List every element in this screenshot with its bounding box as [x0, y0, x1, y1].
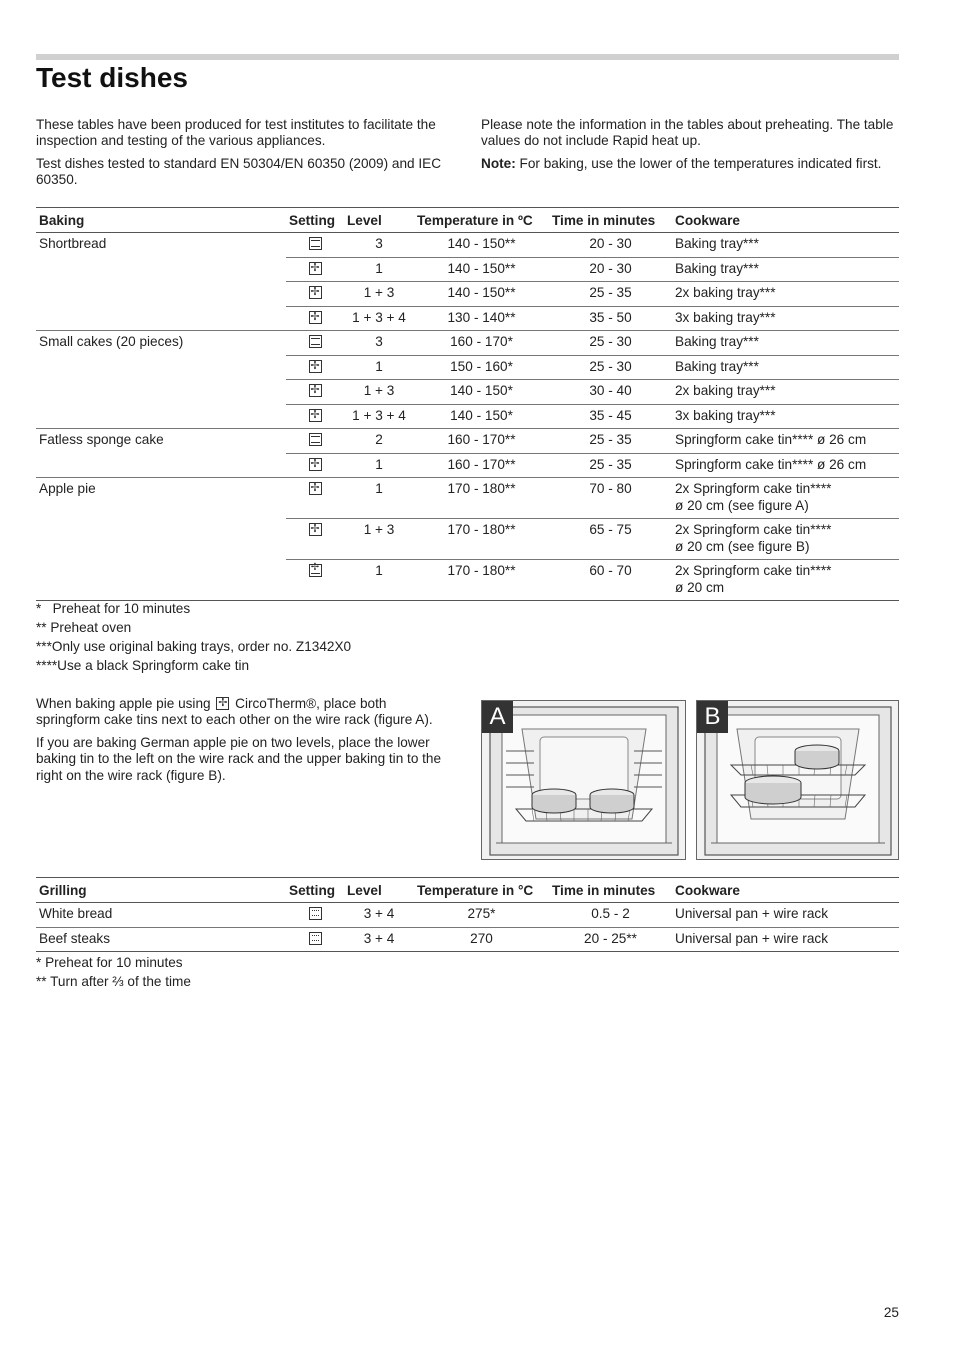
setting-cell: [286, 306, 344, 331]
top-rule: [36, 54, 899, 60]
cookware-text: 3x baking tray***: [675, 407, 776, 423]
time-cell: 65 - 75: [549, 519, 672, 560]
temperature-cell: 170 - 180**: [414, 560, 549, 601]
time-cell: 25 - 35: [549, 453, 672, 478]
cookware-text: ø 20 cm (see figure A): [675, 497, 809, 513]
table-row: [36, 404, 899, 429]
grill-icon: [309, 907, 322, 920]
header-cookware: Cookware: [672, 878, 899, 903]
intro-paragraph: Please note the information in the tables about preheating. The table values do not include Rapid heat up.: [481, 117, 894, 149]
apple-pie-paragraph-2: If you are baking German apple pie on two levels, place the lower baking tin to the left on the wire rack and the upper baking tin to the right on the wire rack (figure B).: [36, 734, 442, 783]
cookware-text: Baking tray***: [675, 334, 759, 349]
time-cell: 25 - 30: [549, 331, 672, 356]
figure-b-label: B: [697, 701, 728, 733]
level-cell: 3: [344, 233, 414, 258]
cookware-text: ø 20 cm (see figure B): [675, 538, 810, 554]
setting-cell: [286, 355, 344, 380]
table-row: [36, 306, 899, 331]
time-cell: 35 - 45: [549, 404, 672, 429]
fan-icon: [309, 384, 322, 397]
level-cell: 1 + 3: [344, 282, 414, 307]
dish-cell: [36, 282, 286, 307]
fan-icon: [309, 286, 322, 299]
setting-cell: [286, 429, 344, 454]
temperature-cell: 140 - 150*: [414, 380, 549, 405]
page-number: 25: [883, 1305, 899, 1320]
table-row: [36, 478, 899, 519]
setting-cell: [286, 560, 344, 601]
setting-cell: [286, 282, 344, 307]
temperature-cell: 140 - 150**: [414, 233, 549, 258]
page-title: Test dishes: [36, 62, 188, 93]
fan-icon: [309, 262, 322, 275]
level-cell: 1 + 3 + 4: [344, 306, 414, 331]
intro-paragraph: These tables have been produced for test institutes to facilitate the inspection and testing of the various appliances.: [36, 117, 436, 149]
baking-table: [36, 207, 899, 601]
setting-cell: [286, 453, 344, 478]
table-row: [36, 257, 899, 282]
dish-cell: Shortbread: [36, 233, 286, 258]
footnote: ***Only use original baking trays, order no. Z1342X0: [36, 639, 352, 654]
cookware-text: Baking tray***: [675, 260, 759, 276]
header-temperature: Temperature in °C: [414, 878, 549, 903]
note-text: For baking, use the lower of the temperatures indicated first.: [515, 155, 882, 171]
table-row: [36, 903, 899, 928]
header-time: Time in minutes: [549, 208, 672, 233]
level-cell: 1 + 3 + 4: [344, 404, 414, 429]
table-row: [36, 519, 899, 560]
header-dish: Baking: [36, 208, 286, 233]
setting-cell: [286, 257, 344, 282]
cookware-cell: [672, 380, 899, 405]
temperature-cell: 160 - 170**: [414, 429, 549, 454]
time-cell: 35 - 50: [549, 306, 672, 331]
header-time: Time in minutes: [549, 878, 672, 903]
paragraph-text: When baking apple pie using: [36, 696, 211, 711]
figure-a-oven-illustration: [481, 700, 686, 860]
temperature-cell: 275*: [414, 903, 549, 928]
temperature-cell: 140 - 150**: [414, 257, 549, 282]
level-cell: 1: [344, 478, 414, 519]
dish-cell: [36, 355, 286, 380]
temperature-cell: 160 - 170*: [414, 331, 549, 356]
level-cell: 1: [344, 453, 414, 478]
cookware-cell: [672, 257, 899, 282]
time-cell: 30 - 40: [549, 380, 672, 405]
time-cell: 25 - 35: [549, 282, 672, 307]
setting-cell: [286, 233, 344, 258]
cookware-text: Springform cake tin**** ø 26 cm: [675, 456, 867, 472]
circotherm-icon: [216, 697, 229, 710]
footnote: ** Preheat oven: [36, 620, 132, 635]
dish-cell: [36, 306, 286, 331]
cookware-cell: [672, 478, 899, 519]
cookware-cell: [672, 233, 899, 258]
cookware-cell: [672, 927, 899, 952]
level-cell: 2: [344, 429, 414, 454]
header-dish: Grilling: [36, 878, 286, 903]
temperature-cell: 140 - 150**: [414, 282, 549, 307]
dish-cell: White bread: [36, 903, 286, 928]
cookware-cell: [672, 903, 899, 928]
level-cell: 1: [344, 560, 414, 601]
cookware-text: 2x baking tray***: [675, 383, 776, 398]
fan-icon: [309, 523, 322, 536]
level-cell: 3 + 4: [344, 927, 414, 952]
dish-cell: [36, 404, 286, 429]
dish-cell: [36, 519, 286, 560]
grilling-header-row: [36, 878, 899, 903]
top-bottom-icon: [309, 433, 322, 446]
time-cell: 20 - 30: [549, 257, 672, 282]
dish-cell: Fatless sponge cake: [36, 429, 286, 454]
temperature-cell: 270: [414, 927, 549, 952]
level-cell: 1 + 3: [344, 380, 414, 405]
dish-cell: Small cakes (20 pieces): [36, 331, 286, 356]
fan-icon: [309, 311, 322, 324]
grill-icon: [309, 932, 322, 945]
paragraph-text: CircoTherm®, place both springform cake tins next to each other on the wire rack (figure A).: [36, 696, 433, 728]
cookware-text: ø 20 cm: [675, 579, 725, 595]
temperature-cell: 130 - 140**: [414, 306, 549, 331]
cookware-text: Universal pan + wire rack: [675, 930, 828, 946]
baking-header-row: [36, 208, 899, 233]
table-row: [36, 453, 899, 478]
note-label: Note:: [481, 155, 516, 171]
level-cell: 3: [344, 331, 414, 356]
dish-cell: [36, 257, 286, 282]
time-cell: 60 - 70: [549, 560, 672, 601]
temperature-cell: 170 - 180**: [414, 478, 549, 519]
grilling-table: [36, 877, 899, 952]
level-cell: 1: [344, 257, 414, 282]
intro-right: [481, 117, 899, 178]
cookware-text: 3x baking tray***: [675, 309, 776, 325]
cookware-text: 2x baking tray***: [675, 285, 776, 300]
table-row: [36, 233, 899, 258]
dish-cell: [36, 453, 286, 478]
fan-icon: [309, 482, 322, 495]
setting-cell: [286, 380, 344, 405]
time-cell: 25 - 30: [549, 355, 672, 380]
cookware-cell: [672, 429, 899, 454]
cookware-text: Universal pan + wire rack: [675, 906, 828, 921]
cookware-text: 2x Springform cake tin****: [675, 563, 832, 578]
table-row: [36, 355, 899, 380]
cookware-text: 2x Springform cake tin****: [675, 522, 832, 537]
time-cell: 20 - 30: [549, 233, 672, 258]
level-cell: 1 + 3: [344, 519, 414, 560]
setting-cell: [286, 478, 344, 519]
header-setting: Setting: [286, 878, 344, 903]
time-cell: 0.5 - 2: [549, 903, 672, 928]
cookware-cell: [672, 282, 899, 307]
header-level: Level: [344, 878, 414, 903]
header-level: Level: [344, 208, 414, 233]
cookware-cell: [672, 355, 899, 380]
header-temperature: Temperature in ºC: [414, 208, 549, 233]
footnote: ****Use a black Springform cake tin: [36, 658, 250, 673]
grilling-footnotes: [36, 953, 191, 991]
level-cell: 3 + 4: [344, 903, 414, 928]
baking-footnotes: [36, 599, 351, 675]
note-paragraph: [481, 156, 899, 172]
table-row: [36, 282, 899, 307]
cookware-cell: [672, 453, 899, 478]
fan-icon: [309, 360, 322, 373]
intro-paragraph: Test dishes tested to standard EN 50304/EN 60350 (2009) and IEC 60350.: [36, 155, 442, 188]
cookware-cell: [672, 519, 899, 560]
table-row: [36, 560, 899, 601]
level-cell: 1: [344, 355, 414, 380]
time-cell: 70 - 80: [549, 478, 672, 519]
setting-cell: [286, 404, 344, 429]
pizza-icon: [309, 564, 322, 577]
top-bottom-icon: [309, 237, 322, 250]
dish-cell: Apple pie: [36, 478, 286, 519]
setting-cell: [286, 903, 344, 928]
apple-pie-paragraph-1: [36, 696, 446, 729]
cookware-text: Baking tray***: [675, 236, 759, 251]
cookware-cell: [672, 404, 899, 429]
temperature-cell: 160 - 170**: [414, 453, 549, 478]
temperature-cell: 170 - 180**: [414, 519, 549, 560]
intro-left: [36, 117, 461, 195]
dish-cell: Beef steaks: [36, 927, 286, 952]
setting-cell: [286, 927, 344, 952]
temperature-cell: 140 - 150*: [414, 404, 549, 429]
time-cell: 20 - 25**: [549, 927, 672, 952]
cookware-cell: [672, 306, 899, 331]
table-row: [36, 331, 899, 356]
footnote: * Preheat for 10 minutes: [36, 955, 183, 970]
time-cell: 25 - 35: [549, 429, 672, 454]
top-bottom-icon: [309, 335, 322, 348]
apple-pie-instructions: [36, 696, 446, 790]
setting-cell: [286, 331, 344, 356]
cookware-cell: [672, 331, 899, 356]
table-row: [36, 380, 899, 405]
header-cookware: Cookware: [672, 208, 899, 233]
table-row: [36, 429, 899, 454]
footnote: ** Turn after ⅔ of the time: [36, 974, 191, 989]
fan-icon: [309, 458, 322, 471]
dish-cell: [36, 380, 286, 405]
figure-a-label: A: [482, 701, 513, 733]
cookware-text: Springform cake tin**** ø 26 cm: [675, 432, 867, 447]
fan-icon: [309, 409, 322, 422]
cookware-cell: [672, 560, 899, 601]
temperature-cell: 150 - 160*: [414, 355, 549, 380]
dish-cell: [36, 560, 286, 601]
header-setting: Setting: [286, 208, 344, 233]
cookware-text: Baking tray***: [675, 358, 759, 374]
footnote: * Preheat for 10 minutes: [36, 601, 191, 616]
table-row: [36, 927, 899, 952]
setting-cell: [286, 519, 344, 560]
cookware-text: 2x Springform cake tin****: [675, 481, 832, 496]
figure-b-oven-illustration: [696, 700, 899, 860]
